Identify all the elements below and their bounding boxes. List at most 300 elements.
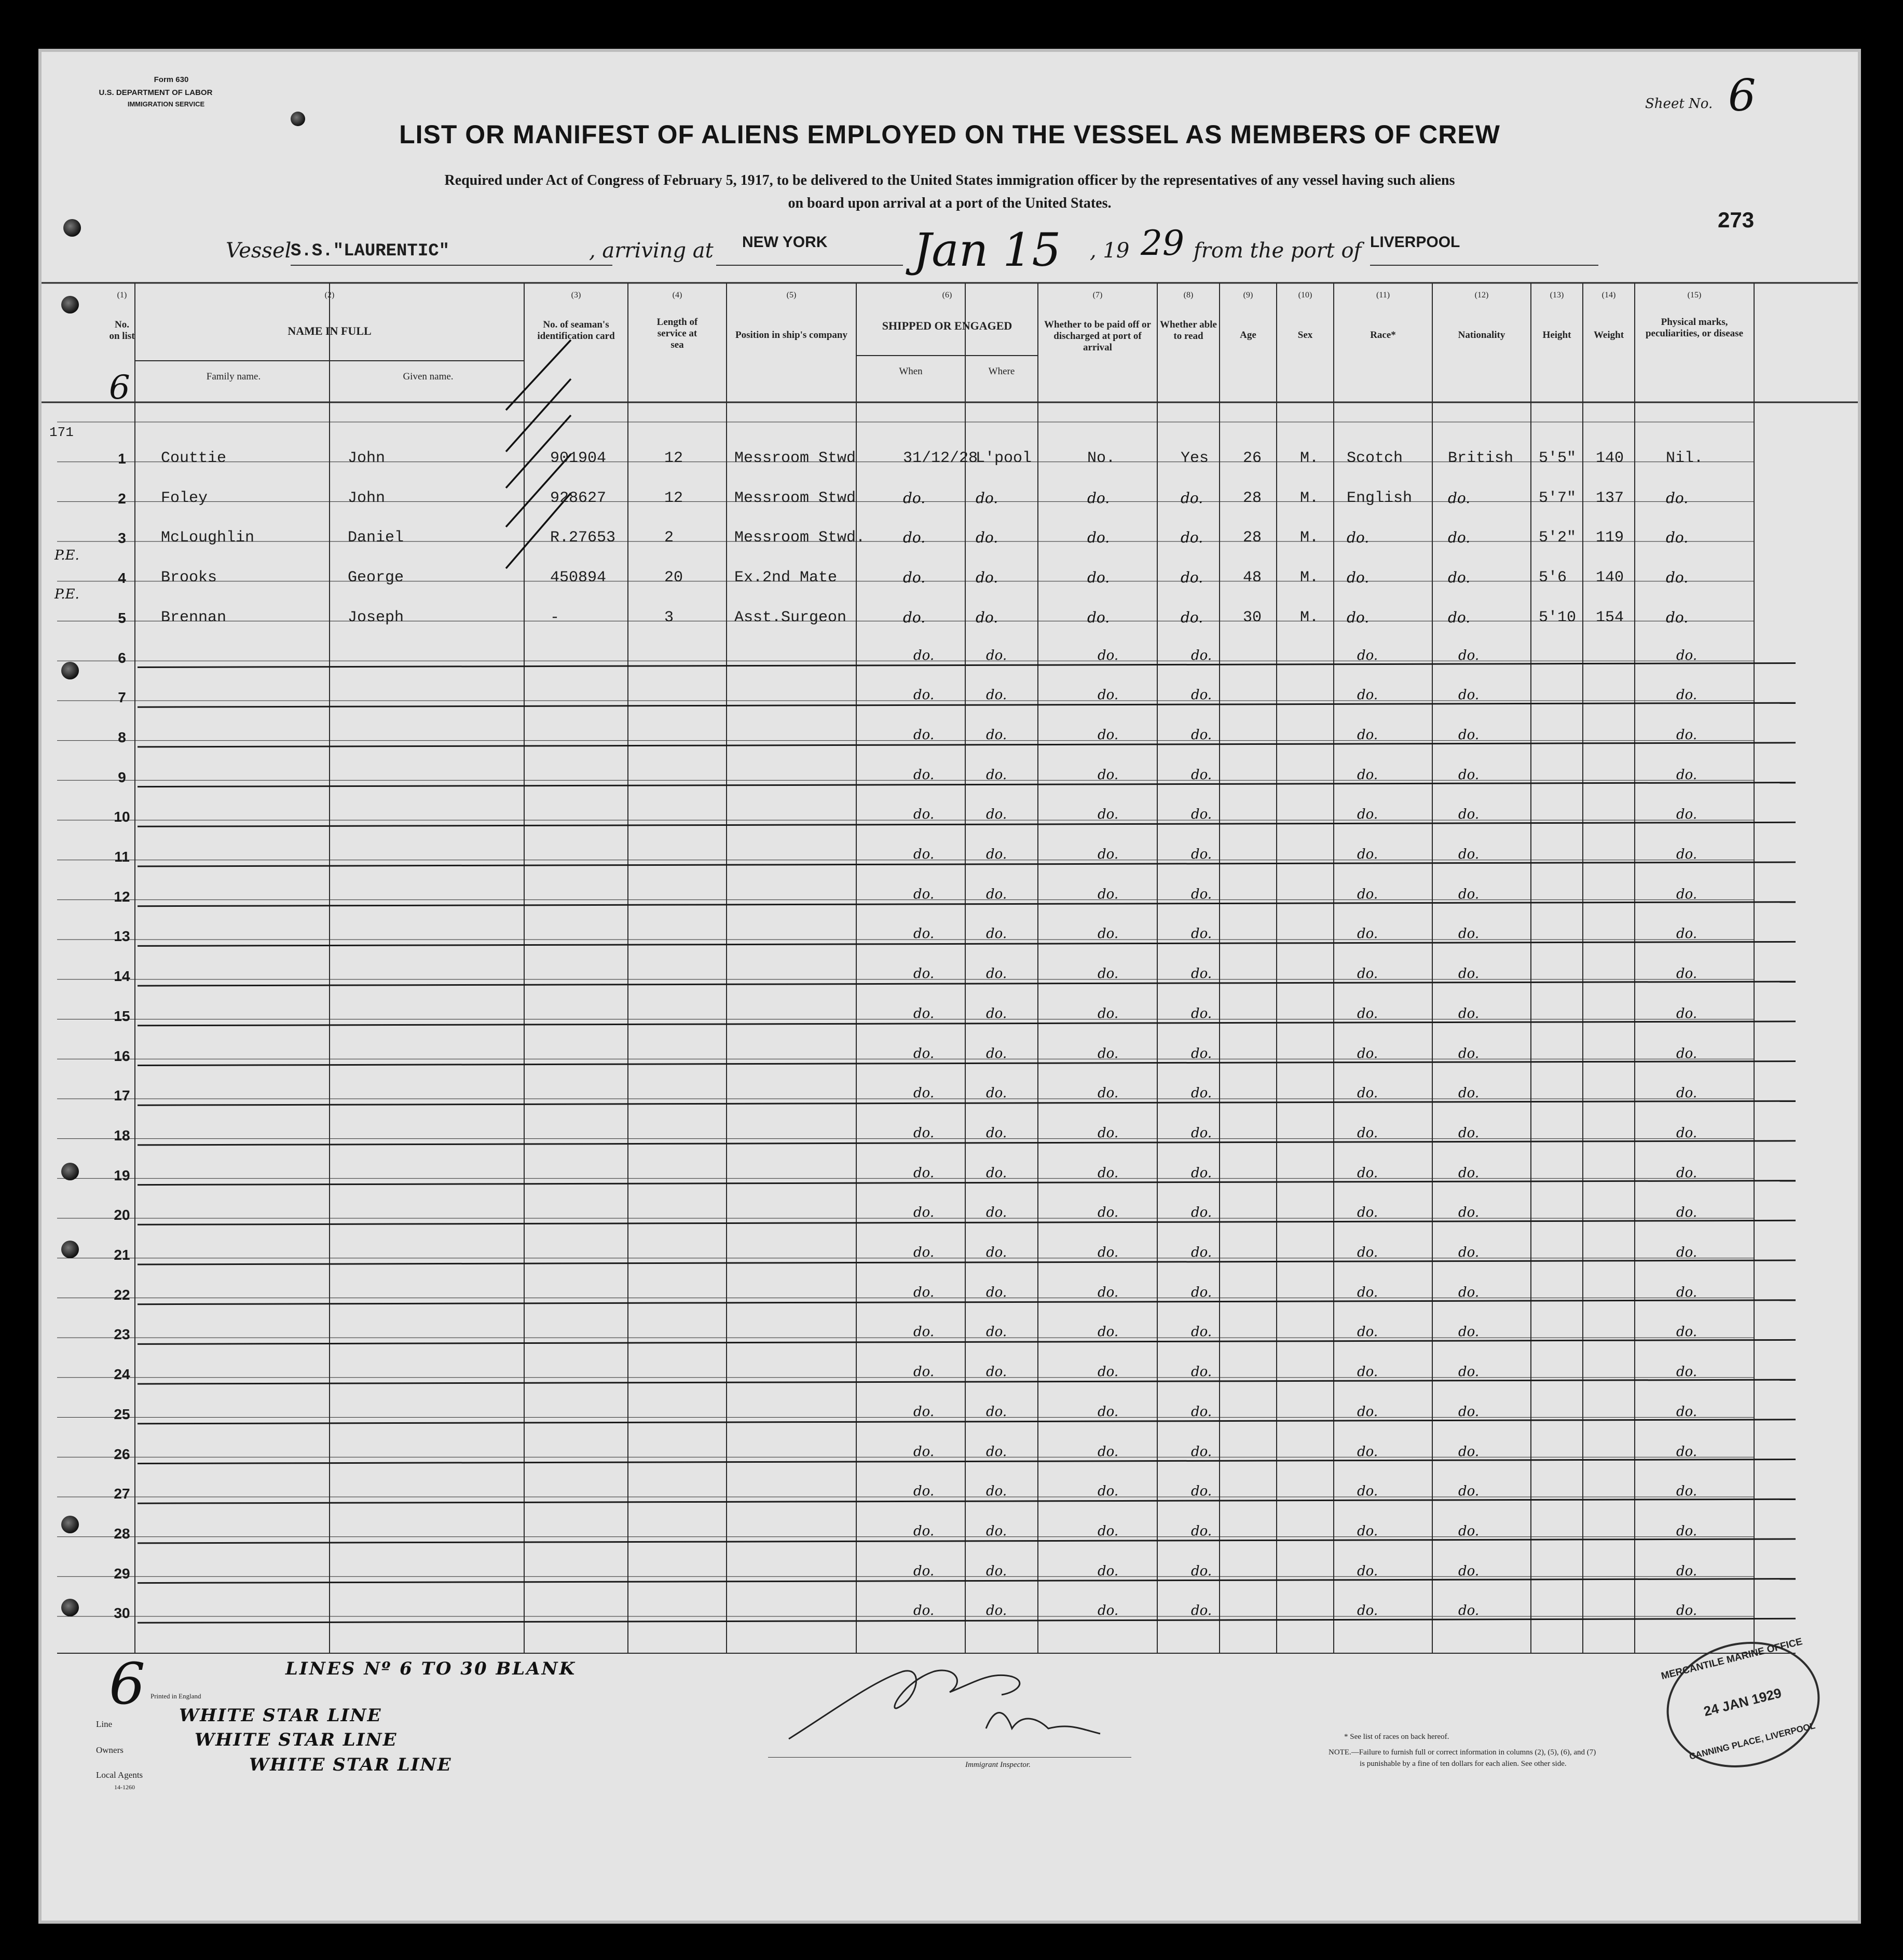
ditto-mark: do.: [1098, 1125, 1119, 1141]
ditto-mark: do.: [1676, 767, 1697, 783]
ditto-mark: do.: [986, 1045, 1007, 1061]
line-number: 6: [118, 649, 126, 666]
ditto-mark: do.: [913, 1404, 935, 1420]
department-label: U.S. DEPARTMENT OF LABOR: [99, 88, 213, 97]
col2-label: NAME IN FULL: [287, 324, 372, 337]
ditto-mark: do.: [1098, 1245, 1119, 1260]
ditto-mark: do.: [1191, 926, 1212, 942]
cell-card: R.27653: [550, 529, 616, 547]
line-number: 20: [114, 1207, 130, 1223]
ditto-mark: do.: [1098, 1563, 1119, 1579]
line-number: 24: [114, 1366, 130, 1383]
ditto-mark: do.: [1458, 1364, 1480, 1380]
cell-sex: M.: [1300, 489, 1319, 507]
ditto-mark: do.: [1676, 926, 1697, 942]
col8-label: Whether able to read: [1160, 319, 1217, 342]
ditto-mark: do.: [1676, 807, 1697, 823]
cell-weight: 140: [1596, 569, 1624, 587]
ditto-mark: do.: [1458, 1324, 1480, 1340]
col12-num: (12): [1474, 291, 1489, 300]
ditto-mark: do.: [913, 1603, 935, 1619]
cell-race: do.: [1347, 529, 1370, 547]
line-number: 1: [118, 451, 126, 467]
ditto-mark: do.: [1098, 1523, 1119, 1539]
cell-family: Brennan: [161, 608, 227, 627]
blank-row-strike: [138, 942, 1796, 946]
blank-row-strike: [138, 783, 1796, 787]
blank-row-strike: [138, 1380, 1796, 1384]
cell-card: 901904: [550, 450, 607, 467]
blank-row-strike: [138, 703, 1796, 707]
ditto-mark: do.: [913, 1364, 935, 1380]
cell-paid: do.: [1087, 608, 1110, 626]
col9-num: (9): [1243, 291, 1253, 300]
ditto-mark: do.: [1357, 1483, 1378, 1500]
col2-family: Family name.: [206, 371, 261, 382]
ditto-mark: do.: [1676, 1085, 1697, 1101]
ditto-mark: do.: [1191, 1324, 1212, 1340]
ditto-mark: do.: [1458, 1284, 1480, 1300]
ditto-mark: do.: [1191, 1404, 1212, 1420]
cell-position: Messroom Stwd: [734, 489, 856, 507]
line-number: 5: [118, 609, 126, 626]
line-number: 4: [118, 570, 126, 587]
departure-port: LIVERPOOL: [1370, 234, 1460, 251]
cell-sex: M.: [1300, 569, 1319, 587]
col5-num: (5): [786, 291, 797, 300]
ditto-mark: do.: [1098, 647, 1119, 663]
ditto-mark: do.: [913, 687, 935, 703]
line-number: 25: [114, 1406, 130, 1422]
cell-read: do.: [1181, 529, 1203, 547]
subtitle-line-2: on board upon arrival at a port of the United States.: [788, 195, 1112, 211]
line-number: 8: [118, 729, 126, 745]
col8-num: (8): [1183, 291, 1194, 300]
ditto-mark: do.: [1357, 1444, 1378, 1460]
col1-num: (1): [117, 291, 127, 300]
ditto-mark: do.: [986, 1444, 1007, 1460]
cell-given: John: [348, 450, 386, 467]
ditto-mark: do.: [1357, 767, 1378, 783]
ditto-mark: do.: [1676, 1125, 1697, 1141]
blank-row-strike: [138, 663, 1796, 668]
ditto-mark: do.: [1458, 767, 1480, 783]
ditto-mark: do.: [1357, 647, 1378, 663]
ditto-mark: do.: [1458, 687, 1480, 703]
ditto-mark: do.: [1357, 1045, 1378, 1061]
printed-in-england: Printed in England: [150, 1692, 201, 1700]
col9-label: Age: [1240, 330, 1256, 341]
blank-row-strike: [138, 1340, 1796, 1344]
inspector-signature: [768, 1651, 1131, 1754]
ditto-mark: do.: [1676, 1523, 1697, 1539]
blank-row-strike: [138, 1618, 1796, 1623]
ditto-mark: do.: [913, 1444, 935, 1460]
cell-height: 5'6: [1539, 569, 1567, 587]
cell-marks: do.: [1666, 529, 1689, 547]
ditto-mark: do.: [1676, 1284, 1697, 1300]
margin-pe-5: P.E.: [54, 587, 79, 602]
ditto-mark: do.: [913, 647, 935, 663]
cell-read: do.: [1181, 569, 1203, 587]
ditto-mark: do.: [986, 1284, 1007, 1300]
cell-card: 450894: [550, 569, 607, 587]
ditto-mark: do.: [1676, 847, 1697, 862]
ditto-mark: do.: [1458, 926, 1480, 942]
cell-service: 2: [664, 529, 674, 547]
ditto-mark: do.: [1458, 886, 1480, 902]
ditto-mark: do.: [1191, 687, 1212, 703]
ditto-mark: do.: [1098, 847, 1119, 862]
footnote-races: * See list of races on back hereof.: [1344, 1733, 1449, 1741]
ditto-mark: do.: [1191, 847, 1212, 862]
blank-row-strike: [138, 1061, 1796, 1066]
blank-row-strike: [138, 902, 1796, 906]
cell-sex: M.: [1300, 450, 1319, 467]
ditto-mark: do.: [1676, 727, 1697, 743]
col1-label: No. on list: [109, 319, 135, 342]
ditto-mark: do.: [986, 807, 1007, 823]
ditto-mark: do.: [1458, 1045, 1480, 1061]
cell-paid: No.: [1087, 450, 1116, 467]
ditto-mark: do.: [1676, 1324, 1697, 1340]
ditto-mark: do.: [1676, 647, 1697, 663]
ditto-mark: do.: [1458, 1165, 1480, 1181]
col14-num: (14): [1601, 291, 1616, 300]
ditto-mark: do.: [913, 1125, 935, 1141]
blank-row-strike: [138, 1460, 1796, 1464]
cell-age: 48: [1243, 569, 1262, 587]
ditto-mark: do.: [1191, 1165, 1212, 1181]
ditto-mark: do.: [1098, 886, 1119, 902]
ditto-mark: do.: [1458, 1085, 1480, 1101]
ditto-mark: do.: [986, 1483, 1007, 1500]
line-number: 15: [114, 1008, 130, 1024]
punch-hole: [61, 1599, 79, 1616]
cell-nationality: do.: [1448, 489, 1471, 507]
col6-label: SHIPPED OR ENGAGED: [882, 319, 1012, 332]
blank-row-strike: [138, 1141, 1796, 1145]
blank-row-strike: [138, 1022, 1796, 1026]
ditto-mark: do.: [986, 1364, 1007, 1380]
line-number: 22: [114, 1286, 130, 1303]
ditto-mark: do.: [1458, 1523, 1480, 1539]
ditto-mark: do.: [1458, 647, 1480, 663]
year-prefix: , 19: [1090, 239, 1130, 263]
ditto-mark: do.: [1357, 1125, 1378, 1141]
ditto-mark: do.: [1676, 1404, 1697, 1420]
ditto-mark: do.: [986, 727, 1007, 743]
line-number: 23: [114, 1326, 130, 1343]
col15-label: Physical marks, peculiarities, or disease: [1645, 317, 1744, 339]
ditto-mark: do.: [1458, 1005, 1480, 1022]
ditto-mark: do.: [986, 647, 1007, 663]
form-code: 14-1260: [114, 1784, 135, 1791]
ditto-mark: do.: [1098, 1205, 1119, 1221]
ditto-mark: do.: [913, 1045, 935, 1061]
cell-height: 5'5": [1539, 450, 1577, 467]
blank-row-strike: [138, 1101, 1796, 1105]
cell-weight: 154: [1596, 608, 1624, 627]
ditto-mark: do.: [1357, 1245, 1378, 1260]
ditto-mark: do.: [1458, 1603, 1480, 1619]
punch-hole: [61, 1516, 79, 1533]
ditto-mark: do.: [913, 1245, 935, 1260]
inspector-label: Immigrant Inspector.: [965, 1761, 1031, 1769]
ditto-mark: do.: [1191, 1085, 1212, 1101]
ditto-mark: do.: [986, 926, 1007, 942]
sheet-number: 6: [1728, 70, 1756, 121]
ditto-mark: do.: [986, 1005, 1007, 1022]
cell-race: English: [1347, 489, 1413, 507]
cell-where: L'pool: [976, 450, 1032, 467]
stamp-line-2: CANNING PLACE, LIVERPOOL: [1688, 1720, 1816, 1762]
blank-row-strike: [138, 1300, 1796, 1304]
cell-position: Ex.2nd Mate: [734, 569, 838, 587]
ditto-mark: do.: [913, 727, 935, 743]
ditto-mark: do.: [913, 847, 935, 862]
ditto-mark: do.: [986, 767, 1007, 783]
list-number-6: 6: [109, 369, 130, 407]
cell-height: 5'10: [1539, 608, 1577, 627]
blank-row-strike: [138, 1579, 1796, 1583]
ditto-mark: do.: [986, 886, 1007, 902]
cell-weight: 119: [1596, 529, 1624, 547]
ditto-mark: do.: [1098, 687, 1119, 703]
blank-row-strike: [138, 822, 1796, 826]
page-number: 273: [1718, 208, 1755, 232]
ditto-mark: do.: [1098, 767, 1119, 783]
vessel-label: Vessel: [226, 239, 292, 263]
cell-when: do.: [903, 489, 926, 507]
ditto-mark: do.: [1098, 1085, 1119, 1101]
line-number: 2: [118, 490, 126, 507]
ditto-mark: do.: [1458, 1483, 1480, 1500]
ditto-mark: do.: [986, 687, 1007, 703]
arrival-year: 29: [1141, 223, 1184, 263]
ditto-mark: do.: [1676, 1005, 1697, 1022]
ditto-mark: do.: [986, 1324, 1007, 1340]
ditto-mark: do.: [1191, 1563, 1212, 1579]
cell-weight: 140: [1596, 450, 1624, 467]
ditto-mark: do.: [1191, 1205, 1212, 1221]
blank-row-strike: [138, 1181, 1796, 1185]
ditto-mark: do.: [1191, 1364, 1212, 1380]
ditto-mark: do.: [986, 1523, 1007, 1539]
ditto-mark: do.: [1357, 1404, 1378, 1420]
footnote-fine: is punishable by a fine of ten dollars for each alien. See other side.: [1360, 1760, 1567, 1768]
cell-age: 28: [1243, 529, 1262, 547]
cell-card: 928627: [550, 489, 607, 507]
ditto-mark: do.: [1098, 1005, 1119, 1022]
ditto-mark: do.: [1191, 1523, 1212, 1539]
ditto-mark: do.: [1191, 1125, 1212, 1141]
col4-label: Length of service at sea: [656, 317, 698, 350]
ditto-mark: do.: [1357, 1165, 1378, 1181]
cell-race: do.: [1347, 608, 1370, 626]
ditto-mark: do.: [1191, 647, 1212, 663]
cell-height: 5'2": [1539, 529, 1577, 547]
ditto-mark: do.: [1458, 1563, 1480, 1579]
ditto-mark: do.: [1357, 1523, 1378, 1539]
cell-family: Foley: [161, 489, 208, 507]
cell-when: do.: [903, 529, 926, 547]
ditto-mark: do.: [1676, 1444, 1697, 1460]
stamp-line-1: MERCANTILE MARINE OFFICE: [1660, 1636, 1804, 1682]
line-number: 11: [114, 849, 130, 865]
ditto-mark: do.: [1191, 1284, 1212, 1300]
col10-num: (10): [1298, 291, 1312, 300]
blank-row-strike: [138, 982, 1796, 986]
punch-hole: [61, 1163, 79, 1180]
punch-hole: [291, 112, 305, 126]
ditto-mark: do.: [1357, 1205, 1378, 1221]
margin-note-171: 171: [49, 425, 74, 440]
ditto-mark: do.: [1191, 807, 1212, 823]
cell-paid: do.: [1087, 489, 1110, 507]
col7-label: Whether to be paid off or discharged at port of arrival: [1044, 319, 1151, 353]
blank-row-strike: [138, 1539, 1796, 1543]
ditto-mark: do.: [913, 1005, 935, 1022]
ditto-mark: do.: [1676, 1045, 1697, 1061]
cell-nationality: do.: [1448, 608, 1471, 626]
col3-num: (3): [571, 291, 581, 300]
cell-family: McLoughlin: [161, 529, 255, 547]
ditto-mark: do.: [1458, 1404, 1480, 1420]
col15-num: (15): [1687, 291, 1702, 300]
ditto-mark: do.: [1191, 727, 1212, 743]
cell-sex: M.: [1300, 608, 1319, 627]
arriving-label: , arriving at: [589, 239, 714, 263]
col6-num: (6): [942, 291, 952, 300]
vessel-name: S.S."LAURENTIC": [291, 241, 450, 261]
cell-paid: do.: [1087, 569, 1110, 587]
cell-read: do.: [1181, 489, 1203, 507]
line-number: 16: [114, 1047, 130, 1064]
subtitle-line-1: Required under Act of Congress of February 5, 1917, to be delivered to the United States immigration officer by the representatives of any vessel having such aliens: [444, 172, 1455, 188]
cell-age: 30: [1243, 608, 1262, 627]
ditto-mark: do.: [913, 1085, 935, 1101]
ditto-mark: do.: [1676, 1483, 1697, 1500]
ditto-mark: do.: [986, 966, 1007, 982]
agents-value: WHITE STAR LINE: [249, 1754, 452, 1775]
cell-weight: 137: [1596, 489, 1624, 507]
line-number: 7: [118, 689, 126, 706]
cell-position: Messroom Stwd.: [734, 529, 866, 547]
blank-row-strike: [138, 1260, 1796, 1264]
col3-label: No. of seaman's identification card: [537, 319, 615, 342]
blank-row-strike: [138, 1220, 1796, 1224]
cell-position: Asst.Surgeon: [734, 608, 847, 627]
cell-nationality: do.: [1448, 529, 1471, 547]
ditto-mark: do.: [986, 1603, 1007, 1619]
ditto-mark: do.: [1098, 1404, 1119, 1420]
cell-where: do.: [976, 529, 998, 547]
ditto-mark: do.: [1191, 1603, 1212, 1619]
ditto-mark: do.: [913, 926, 935, 942]
blank-row-strike: [138, 1420, 1796, 1424]
ditto-mark: do.: [1676, 1165, 1697, 1181]
line-number: 14: [114, 968, 130, 985]
ditto-mark: do.: [913, 807, 935, 823]
cell-read: Yes: [1181, 450, 1209, 467]
cell-given: George: [348, 569, 404, 587]
cell-where: do.: [976, 489, 998, 507]
cell-service: 12: [664, 489, 683, 507]
ditto-mark: do.: [1357, 807, 1378, 823]
ditto-mark: do.: [1098, 727, 1119, 743]
ditto-mark: do.: [1191, 1444, 1212, 1460]
col12-label: Nationality: [1458, 330, 1505, 341]
col10-label: Sex: [1297, 330, 1313, 341]
ditto-mark: do.: [913, 1483, 935, 1500]
ditto-mark: do.: [1098, 1045, 1119, 1061]
line-value: WHITE STAR LINE: [179, 1705, 382, 1726]
cell-read: do.: [1181, 608, 1203, 626]
ditto-mark: do.: [986, 847, 1007, 862]
col2-num: (2): [324, 291, 335, 300]
col13-label: Height: [1542, 330, 1571, 341]
ditto-mark: do.: [1458, 727, 1480, 743]
form-number: Form 630: [154, 75, 189, 84]
blank-lines-note: LINES Nº 6 TO 30 BLANK: [285, 1658, 577, 1679]
cell-given: Daniel: [348, 529, 404, 547]
arrival-date: Jan 15: [913, 223, 1061, 277]
ditto-mark: do.: [1357, 1603, 1378, 1619]
ditto-mark: do.: [913, 1563, 935, 1579]
ditto-mark: do.: [1098, 1483, 1119, 1500]
ditto-mark: do.: [1098, 1284, 1119, 1300]
cell-paid: do.: [1087, 529, 1110, 547]
ditto-mark: do.: [1676, 1603, 1697, 1619]
from-port-label: from the port of: [1194, 239, 1362, 263]
sheet-label: Sheet No.: [1645, 96, 1713, 112]
ditto-mark: do.: [913, 966, 935, 982]
ditto-mark: do.: [1458, 1125, 1480, 1141]
ditto-mark: do.: [1357, 1563, 1378, 1579]
col14-label: Weight: [1593, 330, 1624, 341]
owners-value: WHITE STAR LINE: [195, 1730, 398, 1750]
line-number: 19: [114, 1167, 130, 1183]
cell-marks: do.: [1666, 608, 1689, 626]
col13-num: (13): [1550, 291, 1564, 300]
ditto-mark: do.: [913, 1205, 935, 1221]
ditto-mark: do.: [1098, 1444, 1119, 1460]
ditto-mark: do.: [1098, 1603, 1119, 1619]
ditto-mark: do.: [1676, 1563, 1697, 1579]
blank-row-strike: [138, 1499, 1796, 1503]
cell-position: Messroom Stwd: [734, 450, 856, 467]
cell-race: do.: [1347, 569, 1370, 587]
ditto-mark: do.: [1357, 966, 1378, 982]
blank-row-strike: [138, 743, 1796, 747]
cell-card: -: [550, 608, 560, 627]
ditto-mark: do.: [1357, 847, 1378, 862]
punch-hole: [61, 296, 79, 314]
line-number: 10: [114, 809, 130, 825]
ditto-mark: do.: [1458, 1245, 1480, 1260]
arriving-port: NEW YORK: [742, 234, 828, 251]
ditto-mark: do.: [1458, 847, 1480, 862]
col11-num: (11): [1376, 291, 1390, 300]
stamp-date: 24 JAN 1929: [1702, 1685, 1783, 1720]
cell-when: do.: [903, 608, 926, 626]
checkmark-2: [506, 379, 571, 452]
col2-given: Given name.: [403, 371, 454, 382]
cell-family: Brooks: [161, 569, 217, 587]
ditto-mark: do.: [1191, 966, 1212, 982]
ditto-mark: do.: [986, 1205, 1007, 1221]
